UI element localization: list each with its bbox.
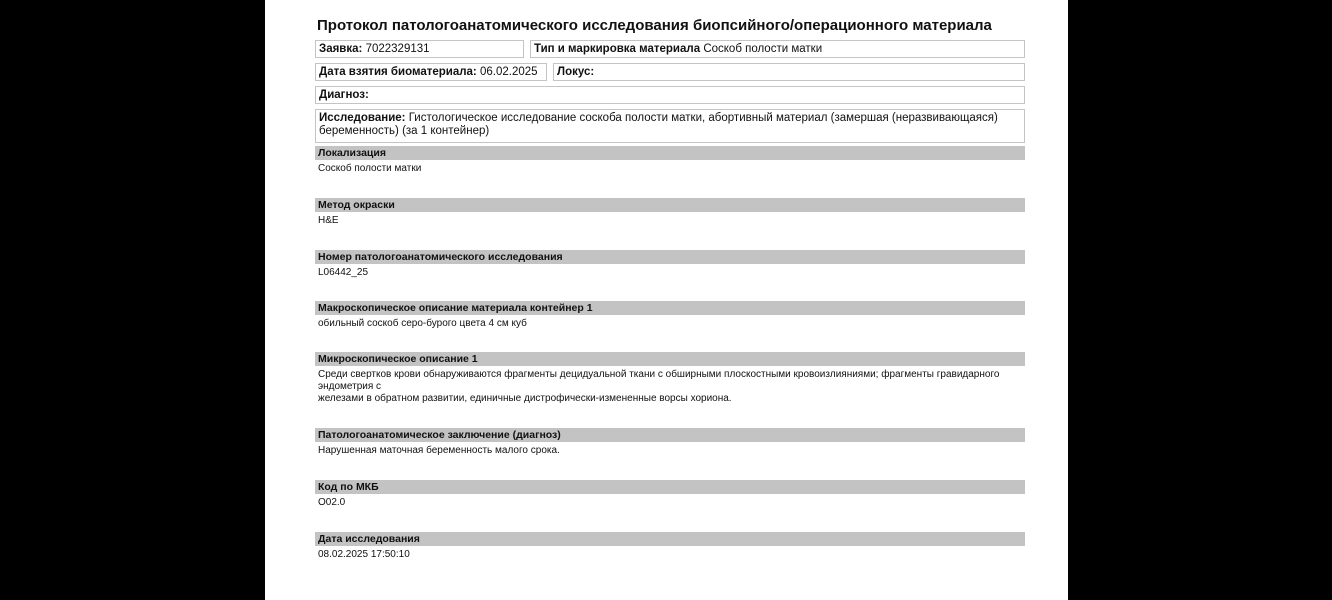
order-field [315,40,524,58]
study-date-value: 08.02.2025 17:50:10 [318,549,410,560]
order-label: Заявка: [319,43,363,55]
conclusion-value: Нарушенная маточная беременность малого срока. [318,445,560,456]
stain-value: H&E [318,215,339,226]
icd-header: Код по МКБ [315,480,1025,494]
sample-date-label: Дата взятия биоматериала: [319,66,477,78]
locus-label: Локус: [557,66,595,78]
study-field [315,109,1025,143]
material-value: Соскоб полости матки [703,43,823,55]
material-label: Тип и маркировка материала [534,43,701,55]
localization-header: Локализация [315,146,1025,160]
micro-header: Микроскопическое описание 1 [315,352,1025,366]
study-number-value: L06442_25 [318,267,369,278]
conclusion-header: Патологоанатомическое заключение (диагноз) [315,428,1025,442]
diagnosis-label: Диагноз: [319,89,369,101]
study-label: Исследование: [319,112,406,124]
document-title: Протокол патологоанатомического исследования биопсийного/операционного материала [317,17,992,34]
material-field [530,40,1025,58]
micro-line: Среди свертков крови обнаруживаются фрагменты децидуальной ткани с обширными плоскостными кровоизлияниями; фрагменты гравидарного [318,369,1000,380]
locus-field [553,63,1025,81]
study-date-header: Дата исследования [315,532,1025,546]
order-value: 7022329131 [365,43,430,55]
micro-value [318,369,1023,405]
study-number-header: Номер патологоанатомического исследования [315,250,1025,264]
diagnosis-field [315,86,1025,104]
sample-date-value: 06.02.2025 [479,66,538,78]
stain-header: Метод окраски [315,198,1025,212]
sample-date-field [315,63,547,81]
macro-value: обильный соскоб серо-бурого цвета 4 см куб [318,318,527,329]
document-page [265,0,1068,600]
study-value: Гистологическое исследование соскоба полости матки, абортивный материал (замершая (неразвивающаяся) беременность) (за 1 контейнер) [319,112,998,137]
micro-line: железами в обратном развитии, единичные дистрофически-измененные ворсы хориона. [318,393,732,404]
macro-header: Макроскопическое описание материала контейнер 1 [315,301,1025,315]
localization-value: Соскоб полости матки [318,163,422,174]
icd-value: O02.0 [318,497,346,508]
micro-line: эндометрия с [318,381,382,392]
